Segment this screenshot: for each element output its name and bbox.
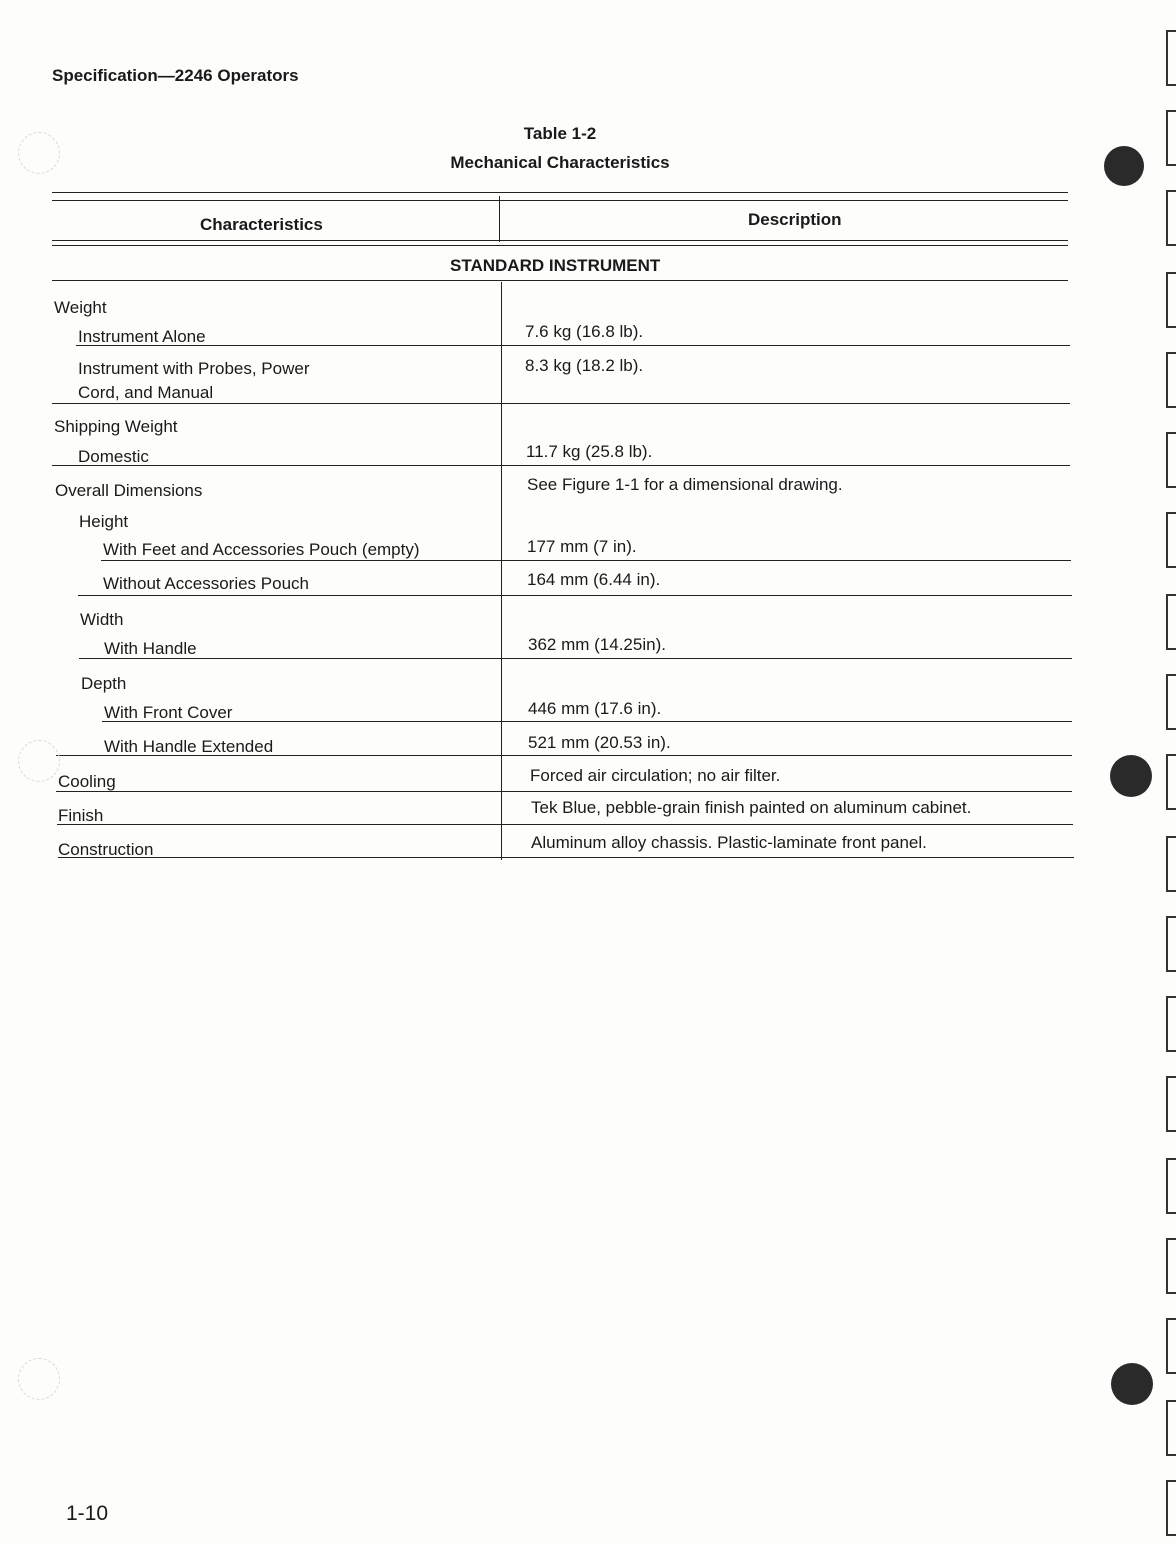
label-finish: Finish [58, 806, 104, 825]
section-standard-instrument: STANDARD INSTRUMENT [450, 256, 661, 275]
page-header: Specification—2246 Operators [52, 66, 299, 85]
binder-tab [1166, 512, 1176, 568]
value-without-pouch: 164 mm (6.44 in). [527, 570, 661, 589]
row-rule [79, 658, 1072, 659]
value-with-handle-extended: 521 mm (20.53 in). [528, 733, 671, 752]
label-construction: Construction [58, 840, 154, 859]
value-domestic: 11.7 kg (25.8 lb). [526, 442, 653, 461]
binder-tab [1166, 1480, 1176, 1536]
binder-tab [1166, 594, 1176, 650]
label-with-probes-line2: Cord, and Manual [78, 383, 214, 402]
binder-tab [1166, 754, 1176, 810]
table-top-rule-2 [52, 200, 1068, 201]
label-with-handle-extended: With Handle Extended [104, 737, 274, 756]
binder-tab [1166, 110, 1176, 166]
punch-hole [1111, 1363, 1153, 1405]
value-with-probes: 8.3 kg (18.2 lb). [525, 356, 644, 375]
binder-tab [1166, 1318, 1176, 1374]
value-with-handle: 362 mm (14.25in). [528, 635, 666, 654]
binder-tab [1166, 272, 1176, 328]
punch-hole-shadow [18, 1358, 60, 1400]
table-title: Mechanical Characteristics [450, 153, 670, 172]
value-finish: Tek Blue, pebble-grain finish painted on aluminum cabinet. [531, 798, 972, 817]
column-header-description: Description [748, 210, 842, 229]
label-width: Width [80, 610, 124, 629]
row-rule [76, 345, 1070, 346]
label-cooling: Cooling [58, 772, 116, 791]
binder-tab [1166, 996, 1176, 1052]
label-with-probes-line1: Instrument with Probes, Power [78, 359, 310, 378]
label-weight: Weight [54, 298, 107, 317]
binder-tab [1166, 836, 1176, 892]
binder-tab [1166, 190, 1176, 246]
table-bottom-rule [58, 857, 1074, 858]
label-overall-dimensions: Overall Dimensions [55, 481, 203, 500]
label-shipping-weight: Shipping Weight [54, 417, 178, 436]
value-overall-dimensions: See Figure 1-1 for a dimensional drawing. [527, 475, 843, 494]
label-with-front-cover: With Front Cover [104, 703, 233, 722]
row-rule [101, 560, 1071, 561]
binder-tab [1166, 674, 1176, 730]
value-instrument-alone: 7.6 kg (16.8 lb). [525, 322, 644, 341]
header-bottom-rule [52, 240, 1068, 241]
binder-tab [1166, 1158, 1176, 1214]
header-divider [499, 196, 500, 242]
binder-tab [1166, 352, 1176, 408]
row-rule [78, 595, 1072, 596]
body-divider [501, 282, 502, 860]
punch-hole [1104, 146, 1144, 186]
label-instrument-alone: Instrument Alone [78, 327, 206, 346]
row-rule [102, 721, 1072, 722]
row-rule [52, 403, 1070, 404]
value-with-front-cover: 446 mm (17.6 in). [528, 699, 662, 718]
binder-tab [1166, 1076, 1176, 1132]
row-rule [52, 465, 1070, 466]
section-rule [52, 280, 1068, 281]
table-number: Table 1-2 [523, 124, 597, 143]
column-header-characteristics: Characteristics [200, 215, 323, 234]
label-domestic: Domestic [78, 447, 149, 466]
punch-hole [1110, 755, 1152, 797]
binder-tab [1166, 30, 1176, 86]
value-cooling: Forced air circulation; no air filter. [530, 766, 781, 785]
table-top-rule [52, 192, 1068, 193]
binder-tab [1166, 432, 1176, 488]
row-rule [56, 755, 1072, 756]
value-with-feet: 177 mm (7 in). [527, 537, 637, 556]
row-rule [56, 791, 1072, 792]
label-depth: Depth [81, 674, 127, 693]
label-without-pouch: Without Accessories Pouch [103, 574, 309, 593]
header-bottom-rule-2 [52, 245, 1068, 246]
label-height: Height [79, 512, 129, 531]
label-with-feet: With Feet and Accessories Pouch (empty) [103, 540, 420, 559]
label-with-handle: With Handle [104, 639, 197, 658]
binder-tab [1166, 1400, 1176, 1456]
binder-tab [1166, 1238, 1176, 1294]
row-rule [57, 824, 1073, 825]
punch-hole-shadow [18, 132, 60, 174]
page-number: 1-10 [66, 1502, 109, 1525]
binder-tab [1166, 916, 1176, 972]
value-construction: Aluminum alloy chassis. Plastic-laminate front panel. [531, 833, 927, 852]
punch-hole-shadow [18, 740, 60, 782]
